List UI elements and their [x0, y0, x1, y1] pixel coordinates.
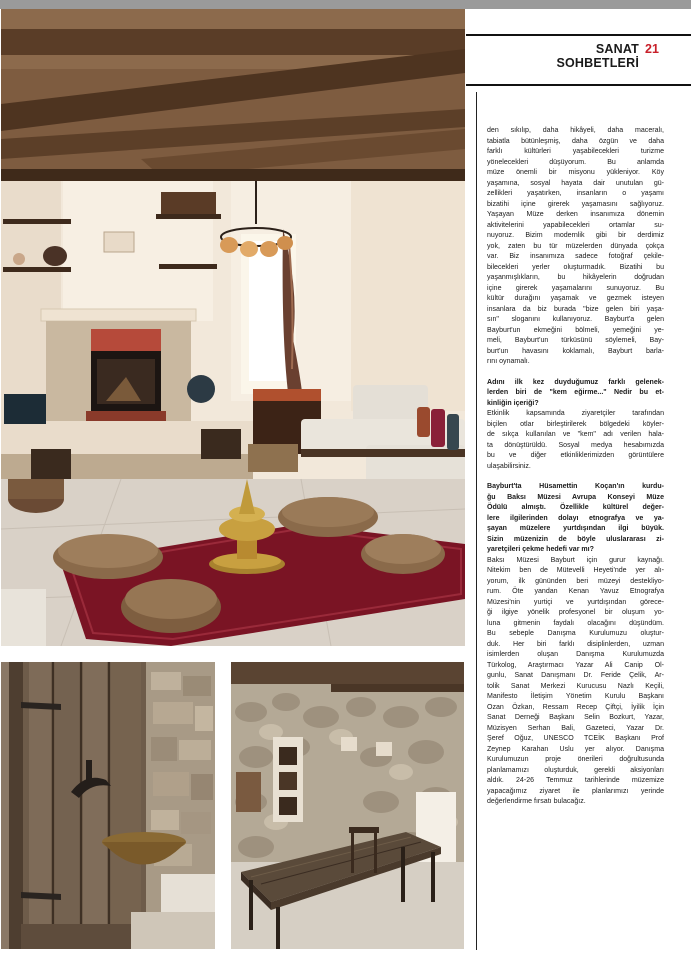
section-title — [556, 42, 639, 70]
article-paragraph-3 — [487, 556, 664, 808]
text-line: kültür durağını yaşamak ve gezmek isteyen — [487, 295, 664, 302]
text-line: müze önemli bir misyonu yükleniyor. Köy — [487, 169, 664, 176]
text-line: ği ilgiye yönelik profesyonel bir oluşum yo- — [487, 609, 664, 616]
text-line: Bayburt'ta Hüsamettin Koçan'ın kurdu- — [487, 483, 664, 490]
text-line: Müzisyen Serhan Bali, Gazeteci, Yazar Dr. — [487, 724, 664, 732]
text-line: den sıkılıp, daha hikâyeli, daha maceralı, — [487, 127, 664, 134]
text-line: değerlendirme fırsatı bulacağız. — [487, 798, 586, 805]
text-line: de sıkça kullanılan ve "kem" adı verilen hala- — [487, 431, 664, 438]
text-line: Adını ilk kez duyduğumuz farklı gelenek- — [487, 378, 664, 386]
text-line: kinliğin içeriği? — [487, 399, 539, 407]
text-line: gunlu, Sanat Danışmanı Dr. Feride Çelik, Ar- — [487, 672, 664, 679]
section-title-line2: SOHBETLERİ — [556, 56, 639, 70]
text-line: nuyoruz. Bizim modernlik gibi bir derdimiz — [487, 232, 664, 239]
text-line: ta dönüştürüldü. Sosyal medya hesabımızda — [487, 441, 664, 449]
text-line: rum. Öte yandan Kenan Yavuz Etnografya — [487, 588, 664, 595]
text-line: Etkinlik kapsamında ziyaretçiler tarafından — [487, 410, 664, 417]
text-line: Kurulumuzun proje önerileri doğrultusunda — [487, 756, 664, 763]
text-line: Türkolog, Araştırmacı Yazar Ali Canip Ol- — [487, 661, 664, 669]
section-title-line1: SANAT — [595, 42, 639, 56]
article-paragraph-1 — [487, 126, 664, 368]
text-line: burt'un havasını koklamalı, Bayburt barla- — [487, 347, 664, 355]
text-line: Baksı Müzesi Bayburt için gurur kaynağı. — [487, 556, 664, 564]
text-line: meli, Bayburt'un türküsünü söylemeli, Bay- — [487, 337, 664, 344]
text-line: yaşanmışlıkların, bu hikâyelerin doğrudan — [487, 274, 664, 281]
top-gray-bar — [0, 0, 691, 9]
text-line: yok, zaten bu tür müzelerden dünyada çokça — [487, 242, 664, 250]
header-rule-top — [466, 34, 691, 36]
text-line: Sanat Derneği Başkanı Selin Bozkurt, Yazar, — [487, 714, 664, 721]
text-line: Manifesto İletişim Yönetim Kurulu Başkanı — [487, 693, 664, 700]
text-line: biçilen otlar birleştirilerek bölgedeki köyler- — [487, 420, 664, 428]
text-line: aktivitelerini yapabilecekleri ortamlar su- — [487, 221, 664, 229]
text-line: var. Biz insanımıza sadece fotoğraf çekile- — [487, 253, 664, 260]
article-paragraph-2 — [487, 409, 664, 472]
text-line: sın" sloganını kullanıyoruz. Bayburt'a gelen — [487, 316, 664, 323]
text-line: aldık. 24-26 Temmuz tarihlerinde müzemize — [487, 777, 664, 784]
text-line: şayan müzelere yurtdışından ilgi büyük. — [487, 525, 664, 532]
text-line: lerden biri de "kem eğirme..." Nedir bu et- — [487, 389, 664, 396]
article-column — [487, 126, 664, 808]
text-line: ulaşabilirsiniz. — [487, 462, 531, 470]
text-line: Sizin müzenizin de böyle uluslararası zi- — [487, 535, 664, 543]
text-line: içine girerek yaşamalarını sunuyoruz. Bu — [487, 284, 664, 292]
text-line: Bayburt'un ekmeğini bölmeli, yemeğini ye- — [487, 326, 664, 334]
text-line: yaşamına, sosyal hayata dair unutulan gü- — [487, 179, 664, 187]
text-line: bizatihi içine girerek yaşamasını sağlıyoruz. — [487, 200, 664, 208]
stone-room-photo — [231, 662, 464, 949]
header-rule-bottom — [466, 84, 691, 86]
page-number: 21 — [645, 42, 659, 56]
text-line: tabiatla bütünleşmiş, daha özgün ve daha — [487, 137, 664, 145]
text-line: yorum, ilk gününden beri müzeyi destekliyo- — [487, 577, 664, 585]
text-line: Şeref Oğuz, UNESCO TCEİK Başkanı Prof — [487, 735, 664, 742]
text-line: yapacağımız ziyaret ile planlarımızı yerinde — [487, 787, 664, 795]
text-line: Bu sebeple Danışma Kurulumuzu oluştur- — [487, 630, 664, 637]
wooden-door-photo — [1, 662, 215, 949]
text-line: zellikleri yaşatırken, insanların o yaşamı — [487, 190, 664, 197]
text-line: Yaşayan Müze derken insanımıza dönemin — [487, 211, 664, 218]
text-line: bilecekleri yerler oluşturmadık. Bizatihi bu — [487, 263, 664, 271]
text-line: Müzesi'nin yurtiçi ve yurtdışından görece- — [487, 598, 664, 606]
text-line: farklı kültürleri yaşabilecekleri turizme — [487, 148, 664, 155]
text-line: bu ve diğer etkinliklerimizden görüntülere — [487, 452, 664, 459]
text-line: lere ilgilerinden dolayı etnografya ve ya- — [487, 514, 664, 522]
text-line: yaretçileri çekme hedefi var mı? — [487, 546, 594, 553]
text-line: Nitekim ben de Mütevelli Heyeti'nde yer alı- — [487, 567, 664, 574]
text-line: duk. Her biri farklı disiplinlerden, uzman — [487, 640, 664, 648]
column-divider — [476, 92, 477, 950]
text-line: planlamamızı oluşturduk, gerekli aksiyonları — [487, 766, 664, 774]
text-line: Zeynep Karahan Uslu yer alıyor. Danışma — [487, 745, 664, 753]
interview-question-2 — [487, 482, 664, 556]
text-line: isimlerden oluşan Danışma Kurulumuzda — [487, 651, 664, 658]
text-line: Ödülü almıştı. Özellikle kültürel değer- — [487, 504, 664, 511]
text-line: yönelecekleri düşüyorum. Bu anlamda — [487, 158, 664, 166]
text-line: insanlara da biz burada "bize gelen biri yaşa- — [487, 305, 664, 313]
text-line: luna gitmenin faydalı olacağını düşündüm. — [487, 619, 664, 627]
living-room-photo — [1, 9, 465, 646]
text-line: tolik Sanat Merkezi Kurucusu Nazlı Keçili, — [487, 682, 664, 690]
text-line: ğu Baksı Müzesi Avrupa Konseyi Müze — [487, 493, 664, 501]
text-line: Ozan Özkan, Ressam Recep Çiftçi, İyilik İçin — [487, 703, 664, 711]
text-line: rını oynamalı. — [487, 358, 530, 365]
interview-question-1 — [487, 378, 664, 410]
